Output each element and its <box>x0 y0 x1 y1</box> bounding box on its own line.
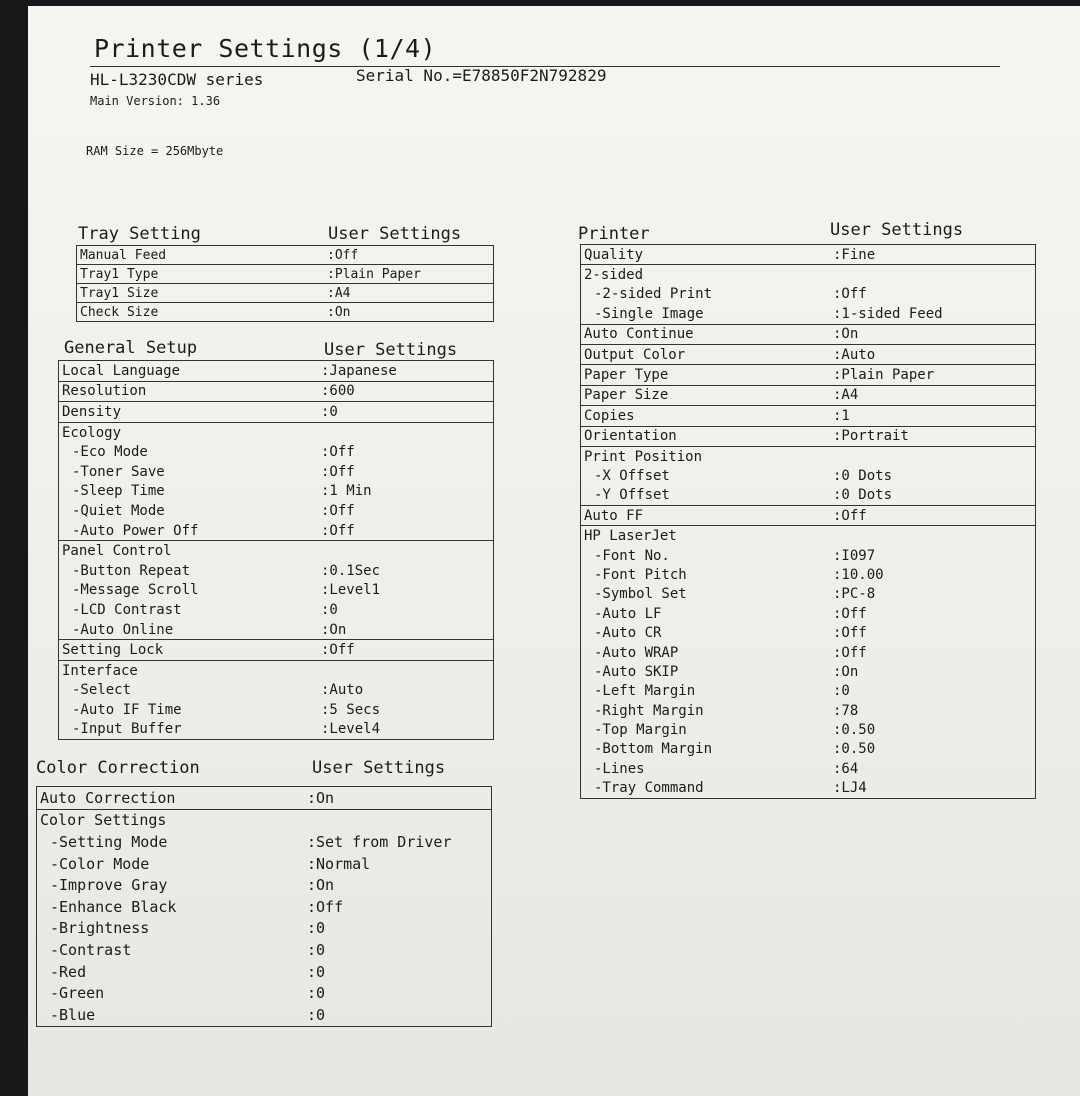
setting-label: Auto FF <box>584 507 644 524</box>
setting-label: -Left Margin <box>594 683 696 700</box>
printer-user-settings-header: User Settings <box>830 220 964 240</box>
setting-row <box>59 720 493 740</box>
model-name: HL-L3230CDW series <box>90 70 264 89</box>
setting-row <box>581 406 1035 425</box>
setting-label: -2-sided Print <box>594 286 713 303</box>
general-group-5 <box>59 540 493 639</box>
setting-value: :Japanese <box>321 362 397 379</box>
setting-row <box>77 265 493 283</box>
setting-label: -Symbol Set <box>594 586 687 603</box>
printer-group-8 <box>581 426 1035 446</box>
setting-label: Tray1 Type <box>80 266 159 282</box>
tray-group-3 <box>77 283 493 302</box>
printer-group-11 <box>581 525 1035 797</box>
printer-group-9 <box>581 446 1035 505</box>
setting-label: -Auto SKIP <box>594 663 679 680</box>
setting-label: -Toner Save <box>72 463 165 480</box>
color-user-settings-header: User Settings <box>312 758 446 778</box>
setting-label: -Select <box>72 682 132 699</box>
setting-row <box>59 382 493 402</box>
setting-row <box>59 620 493 640</box>
setting-row <box>581 779 1035 798</box>
setting-value: :1-sided Feed <box>833 305 943 322</box>
setting-label: -X Offset <box>594 467 670 484</box>
setting-label: Local Language <box>62 362 181 379</box>
setting-value: :64 <box>833 760 859 777</box>
setting-row <box>59 501 493 521</box>
setting-label: Paper Type <box>584 367 669 384</box>
setting-value: :A4 <box>833 387 859 404</box>
setting-row <box>37 874 491 896</box>
printer-group-2 <box>581 264 1035 323</box>
setting-row <box>581 365 1035 384</box>
setting-value: :0.1Sec <box>321 562 381 579</box>
printer-group-7 <box>581 405 1035 425</box>
printer-group-5 <box>581 364 1035 384</box>
setting-value: :78 <box>833 702 859 719</box>
setting-label: -Color Mode <box>50 854 150 873</box>
tray-group-1 <box>77 246 493 264</box>
setting-value: :LJ4 <box>833 780 867 797</box>
general-group-4 <box>59 422 493 541</box>
setting-row <box>59 482 493 502</box>
printer-group-4 <box>581 344 1035 364</box>
serial-number: Serial No.=E78850F2N792829 <box>356 66 607 85</box>
setting-label: HP LaserJet <box>584 528 677 545</box>
setting-row <box>581 585 1035 604</box>
setting-value: :On <box>307 876 335 895</box>
setting-label: -Auto WRAP <box>594 644 679 661</box>
setting-label: -Eco Mode <box>72 444 148 461</box>
setting-row <box>581 427 1035 446</box>
setting-value: :Level1 <box>321 582 381 599</box>
setting-label: Output Color <box>584 346 686 363</box>
setting-value: :600 <box>321 383 355 400</box>
setting-value: :0 <box>307 919 326 938</box>
setting-value: :Off <box>321 502 355 519</box>
setting-label: -Auto Power Off <box>72 522 199 539</box>
setting-label: -Right Margin <box>594 702 704 719</box>
setting-value: :A4 <box>327 285 351 301</box>
setting-label: -Lines <box>594 760 645 777</box>
setting-label: -Tray Command <box>594 780 704 797</box>
main-version: Main Version: 1.36 <box>90 94 221 108</box>
setting-row <box>77 284 493 302</box>
setting-value: :Auto <box>321 682 364 699</box>
setting-row <box>37 918 491 940</box>
setting-value: :0 <box>321 403 338 420</box>
setting-value: :0 <box>307 962 326 981</box>
tray-user-settings-header: User Settings <box>328 224 462 244</box>
setting-label: Orientation <box>584 428 677 445</box>
setting-value: :0.50 <box>833 722 876 739</box>
setting-row <box>581 386 1035 405</box>
setting-row <box>59 581 493 601</box>
setting-label: -Input Buffer <box>72 721 182 738</box>
printer-section-title: Printer <box>578 224 650 244</box>
setting-value: :0 Dots <box>833 487 893 504</box>
color-correction-table <box>36 786 492 1027</box>
setting-value: :On <box>307 788 335 807</box>
setting-row <box>581 265 1035 284</box>
setting-value: :0 <box>307 940 326 959</box>
printer-group-10 <box>581 505 1035 525</box>
setting-value: :10.00 <box>833 566 884 583</box>
tray-setting-table <box>76 245 494 322</box>
setting-label: -Auto IF Time <box>72 701 182 718</box>
setting-label: -Top Margin <box>594 722 687 739</box>
setting-value: :Off <box>833 644 867 661</box>
setting-row <box>581 345 1035 364</box>
setting-label: -Red <box>50 962 87 981</box>
setting-label: Color Settings <box>40 811 167 830</box>
setting-label: -Blue <box>50 1005 96 1024</box>
setting-value: :Off <box>833 625 867 642</box>
setting-value: :Off <box>321 463 355 480</box>
setting-value: :Off <box>833 286 867 303</box>
general-group-6 <box>59 639 493 660</box>
setting-value: :Plain Paper <box>833 367 935 384</box>
setting-label: Resolution <box>62 383 147 400</box>
setting-row <box>581 526 1035 545</box>
setting-value: :0 Dots <box>833 467 893 484</box>
setting-row <box>37 982 491 1004</box>
setting-label: Tray1 Size <box>80 285 159 301</box>
setting-label: -Message Scroll <box>72 582 199 599</box>
setting-value: :On <box>833 326 859 343</box>
setting-value: :Portrait <box>833 428 909 445</box>
setting-label: -Button Repeat <box>72 562 191 579</box>
setting-row <box>37 853 491 875</box>
printer-group-3 <box>581 324 1035 344</box>
general-group-1 <box>59 361 493 381</box>
setting-value: :Off <box>833 605 867 622</box>
setting-label: -LCD Contrast <box>72 601 182 618</box>
color-group-1 <box>37 787 491 809</box>
setting-row <box>581 662 1035 681</box>
color-group-2 <box>37 809 491 1026</box>
setting-label: -Brightness <box>50 919 150 938</box>
setting-value: :Off <box>833 507 867 524</box>
setting-value: :0 <box>307 984 326 1003</box>
setting-label: -Y Offset <box>594 487 670 504</box>
general-setup-table <box>58 360 494 740</box>
setting-label: -Green <box>50 984 105 1003</box>
setting-value: :0 <box>307 1005 326 1024</box>
general-group-7 <box>59 660 493 739</box>
setting-row <box>59 423 493 443</box>
setting-row <box>77 246 493 264</box>
setting-row <box>77 303 493 321</box>
ram-size: RAM Size = 256Mbyte <box>86 144 224 158</box>
setting-row <box>581 623 1035 642</box>
setting-value: :Off <box>321 642 355 659</box>
setting-value: :On <box>833 663 859 680</box>
setting-label: -Font Pitch <box>594 566 687 583</box>
setting-value: :0.50 <box>833 741 876 758</box>
setting-value: :Auto <box>833 346 876 363</box>
setting-label: Manual Feed <box>80 247 167 263</box>
setting-value: :Level4 <box>321 721 381 738</box>
setting-label: -Improve Gray <box>50 876 168 895</box>
setting-row <box>59 402 493 422</box>
setting-label: Interface <box>62 662 138 679</box>
tray-section-title: Tray Setting <box>78 224 201 244</box>
setting-label: -Single Image <box>594 305 704 322</box>
setting-label: Auto Correction <box>40 788 176 807</box>
printer-group-6 <box>581 385 1035 405</box>
setting-label: Paper Size <box>584 387 669 404</box>
setting-value: :0 <box>321 601 338 618</box>
setting-value: :I097 <box>833 547 876 564</box>
setting-row <box>37 831 491 853</box>
setting-value: :Off <box>321 444 355 461</box>
setting-value: :On <box>321 621 347 638</box>
setting-label: 2-sided <box>584 267 644 284</box>
setting-row <box>59 600 493 620</box>
setting-row <box>37 1004 491 1026</box>
setting-row <box>581 682 1035 701</box>
setting-label: -Quiet Mode <box>72 502 165 519</box>
setting-value: :Off <box>327 247 359 263</box>
setting-row <box>59 640 493 660</box>
setting-row <box>581 546 1035 565</box>
setting-label: -Setting Mode <box>50 832 168 851</box>
setting-label: -Enhance Black <box>50 897 177 916</box>
setting-row <box>581 643 1035 662</box>
setting-row <box>37 896 491 918</box>
setting-value: :Fine <box>833 246 876 263</box>
setting-label: Print Position <box>584 448 703 465</box>
setting-value: :Off <box>307 897 344 916</box>
setting-label: -Auto CR <box>594 625 662 642</box>
setting-row <box>581 565 1035 584</box>
setting-label: -Font No. <box>594 547 670 564</box>
setting-row <box>59 361 493 381</box>
setting-row <box>581 506 1035 525</box>
setting-label: -Auto LF <box>594 605 662 622</box>
setting-label: Panel Control <box>62 543 172 560</box>
setting-value: :PC-8 <box>833 586 876 603</box>
setting-label: Quality <box>584 246 644 263</box>
setting-value: :0 <box>833 683 850 700</box>
setting-row <box>37 787 491 809</box>
setting-row <box>37 939 491 961</box>
setting-row <box>581 740 1035 759</box>
setting-label: Density <box>62 403 122 420</box>
setting-row <box>581 245 1035 264</box>
general-group-2 <box>59 381 493 402</box>
setting-row <box>581 720 1035 739</box>
setting-row <box>59 462 493 482</box>
setting-row <box>37 961 491 983</box>
setting-value: :Set from Driver <box>307 832 452 851</box>
setting-row <box>581 701 1035 720</box>
setting-row <box>59 442 493 462</box>
setting-row <box>581 447 1035 466</box>
settings-printout-page <box>28 6 1080 1096</box>
setting-label: -Bottom Margin <box>594 741 713 758</box>
tray-group-4 <box>77 302 493 321</box>
setting-row <box>581 486 1035 505</box>
page-title: Printer Settings (1/4) <box>94 34 437 63</box>
setting-label: Copies <box>584 407 635 424</box>
setting-row <box>59 661 493 681</box>
setting-label: -Contrast <box>50 940 132 959</box>
printer-group-1 <box>581 245 1035 264</box>
general-group-3 <box>59 401 493 422</box>
setting-row <box>581 604 1035 623</box>
setting-value: :1 Min <box>321 483 372 500</box>
setting-value: :On <box>327 304 351 320</box>
setting-row <box>59 700 493 720</box>
color-section-title: Color Correction <box>36 758 200 778</box>
setting-row <box>581 466 1035 485</box>
setting-label: Ecology <box>62 424 122 441</box>
setting-value: :Off <box>321 522 355 539</box>
setting-value: :5 Secs <box>321 701 381 718</box>
setting-value: :Plain Paper <box>327 266 421 282</box>
printer-settings-table <box>580 244 1036 799</box>
setting-value: :Normal <box>307 854 371 873</box>
setting-label: -Auto Online <box>72 621 174 638</box>
setting-row <box>581 304 1035 323</box>
setting-label: Check Size <box>80 304 159 320</box>
setting-label: -Sleep Time <box>72 483 165 500</box>
general-user-settings-header: User Settings <box>324 340 458 360</box>
setting-row <box>59 521 493 541</box>
setting-row <box>59 561 493 581</box>
setting-label: Setting Lock <box>62 642 164 659</box>
setting-row <box>37 810 491 832</box>
setting-row <box>59 681 493 701</box>
setting-row <box>581 759 1035 778</box>
general-section-title: General Setup <box>64 338 198 358</box>
setting-value: :1 <box>833 407 850 424</box>
setting-row <box>581 325 1035 344</box>
tray-group-2 <box>77 264 493 283</box>
setting-label: Auto Continue <box>584 326 694 343</box>
setting-row <box>59 541 493 561</box>
setting-row <box>581 285 1035 304</box>
